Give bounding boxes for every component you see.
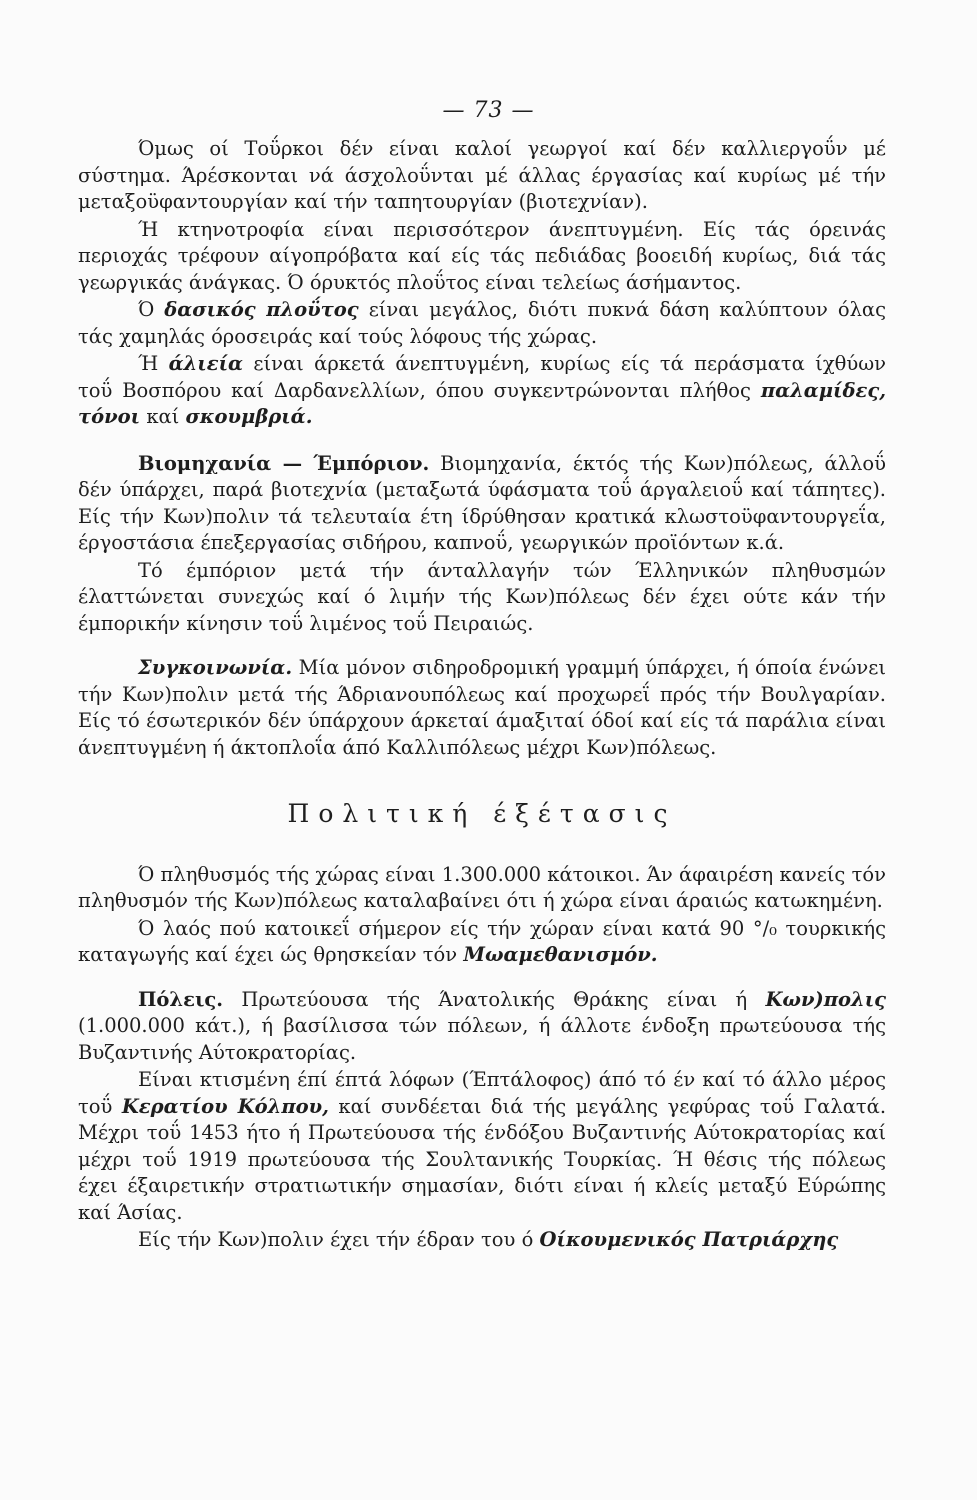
patriarch-term: Οίκουμενικός Πατριάρχης	[539, 1228, 839, 1251]
transport-heading: Συγκοινωνία.	[138, 656, 293, 679]
paragraph-commerce: Τό έμπόριον μετά τήν άνταλλαγήν τών Έλληνικών πληθυσμών έλαττώνεται συνεχώς καί ό λιμήν τής Κων)πόλεως δέν έχει ούτε κάν τήν έμπορικήν κίνησιν τοΰ λιμένος τοΰ Πειραιώς.	[78, 558, 886, 635]
hills-text-2: καί συνδέεται διά τής μεγάλης γεφύρας τοΰ Γαλατά. Μέχρι τοΰ 1453 ήτο ή Πρωτεύουσα τής ένδόξου Βυζαντινής Αύτοκρατορίας καί μέχρι τοΰ 1919 πρωτεύουσα τής Σουλτανικής Τουρκίας. Ή θέσις τής πόλεως έχει έξαιρετικήν στρατιωτικήν σημασίαν, διότι είναι ή κλείς μεταξύ Εύρώπης καί Άσίας.	[78, 1094, 887, 1224]
religion-text: Ό λαός πού κατοικεΐ σήμερον είς τήν χώραν είναι κατά 90 °/₀ τουρκικής καταγωγής καί έχει ώς θρησκείαν τόν	[78, 916, 886, 966]
page-body	[78, 136, 886, 1254]
paragraph-livestock: Ή κτηνοτροφία είναι περισσότερον άνεπτυγμένη. Είς τάς όρεινάς περιοχάς τρέφουν αίγοπρόβατα καί είς τάς πεδιάδας βοοειδή κυρίως, διά τάς γεωργικάς άνάγκας. Ό όρυκτός πλοΰτος είναι τελείως άσήμαντος.	[78, 217, 886, 294]
fish-mackerel: σκουμβριά.	[185, 405, 313, 428]
fishing-and: καί	[146, 405, 180, 428]
forest-text: είναι μεγάλος, διότι πυκνά δάση καλύπτουν όλας τάς χαμηλάς όροσειράς καί τούς λόφους τής χώρας.	[78, 298, 887, 348]
paragraph-population: Ό πληθυσμός τής χώρας είναι 1.300.000 κάτοικοι. Άν άφαιρέση κανείς τόν πληθυσμόν τής Κων)πόλεως καταλαβαίνει ότι ή χώρα είναι άραιώς κατωκημένη.	[78, 862, 886, 912]
transport-text: Μία μόνον σιδηροδρομική γραμμή ύπάρχει, ή όποία ένώνει τήν Κων)πολιν μετά τής Άδριανουπόλεως καί προχωρεΐ πρός τήν Βουλγαρίαν. Είς τό έσωτερικόν δέν ύπάρχουν άρκεταί άμαξιταί όδοί καί είς τά παράλια είναι άνεπτυγμένη ή άκτοπλοΐα άπό Καλλιπόλεως μέχρι Κων)πόλεως.	[78, 656, 886, 759]
patriarch-text: Είς τήν Κων)πολιν έχει τήν έδραν του ό	[138, 1228, 534, 1251]
industry-heading: Βιομηχανία — Έμπόριον.	[138, 451, 430, 475]
religion-term: Μωαμεθανισμόν.	[463, 943, 658, 966]
cities-heading: Πόλεις.	[138, 987, 224, 1011]
paragraph-forest	[78, 297, 886, 350]
hills-text-1: Είναι κτισμένη έπί έπτά λόφων (Έπτάλοφος) άπό τό έν καί τό άλλο μέρος τοΰ	[78, 1068, 886, 1118]
golden-horn: Κερατίου Κόλπου,	[121, 1094, 329, 1118]
forest-lead: Ό	[138, 298, 155, 321]
cities-text-2: (1.000.000 κάτ.), ή βασίλισσα τών πόλεων, ή άλλοτε ένδοξη πρωτεύουσα τής Βυζαντινής Αύτοκρατορίας.	[78, 1014, 886, 1064]
forest-term: δασικός πλοΰτος	[164, 298, 359, 321]
paragraph-transport	[78, 655, 886, 761]
cities-capital: Κων)πολις	[765, 987, 887, 1011]
paragraph-religion	[78, 916, 886, 969]
cities-text-1: Πρωτεύουσα τής Άνατολικής Θράκης είναι ή	[241, 987, 748, 1011]
paragraph-cities	[78, 987, 886, 1067]
fishing-lead: Ή	[138, 352, 159, 375]
paragraph-seven-hills	[78, 1067, 886, 1226]
paragraph-patriarch	[78, 1227, 886, 1254]
paragraph-agriculture: Όμως οί Τοΰρκοι δέν είναι καλοί γεωργοί καί δέν καλλιεργοΰν μέ σύστημα. Άρέσκονται νά άσχολοΰνται μέ άλλας έργασίας καί κυρίως μέ τήν μεταξοϋφαντουργίαν καί τήν ταπητουργίαν (βιοτεχνίαν).	[78, 137, 886, 213]
page-number: — 73 —	[442, 98, 535, 123]
industry-text: Βιομηχανία, έκτός τής Κων)πόλεως, άλλοΰ δέν ύπάρχει, παρά βιοτεχνία (μεταξωτά ύφάσματα τοΰ άργαλειοΰ καί τάπητες). Είς τήν Κων)πολιν τά τελευταία έτη ίδρύθησαν κρατικά κλωστοϋφαντουργεΐα, έργοστάσια έπεξεργασίας σιδήρου, καπνοΰ, γεωργικών προϊόντων κ.ά.	[78, 451, 887, 554]
fishing-term: άλιεία	[168, 352, 244, 375]
fish-names: παλαμίδες, τόνοι	[78, 378, 887, 428]
paragraph-fishing	[78, 351, 886, 431]
section-title: Πολιτική έξέτασις	[287, 799, 677, 828]
fishing-text: είναι άρκετά άνεπτυγμένη, κυρίως είς τά περάσματα ίχθύων τοΰ Βοσπόρου καί Δαρδανελλίων, όπου συγκεντρώνονται πλήθος	[78, 352, 886, 402]
paragraph-industry	[78, 451, 886, 557]
